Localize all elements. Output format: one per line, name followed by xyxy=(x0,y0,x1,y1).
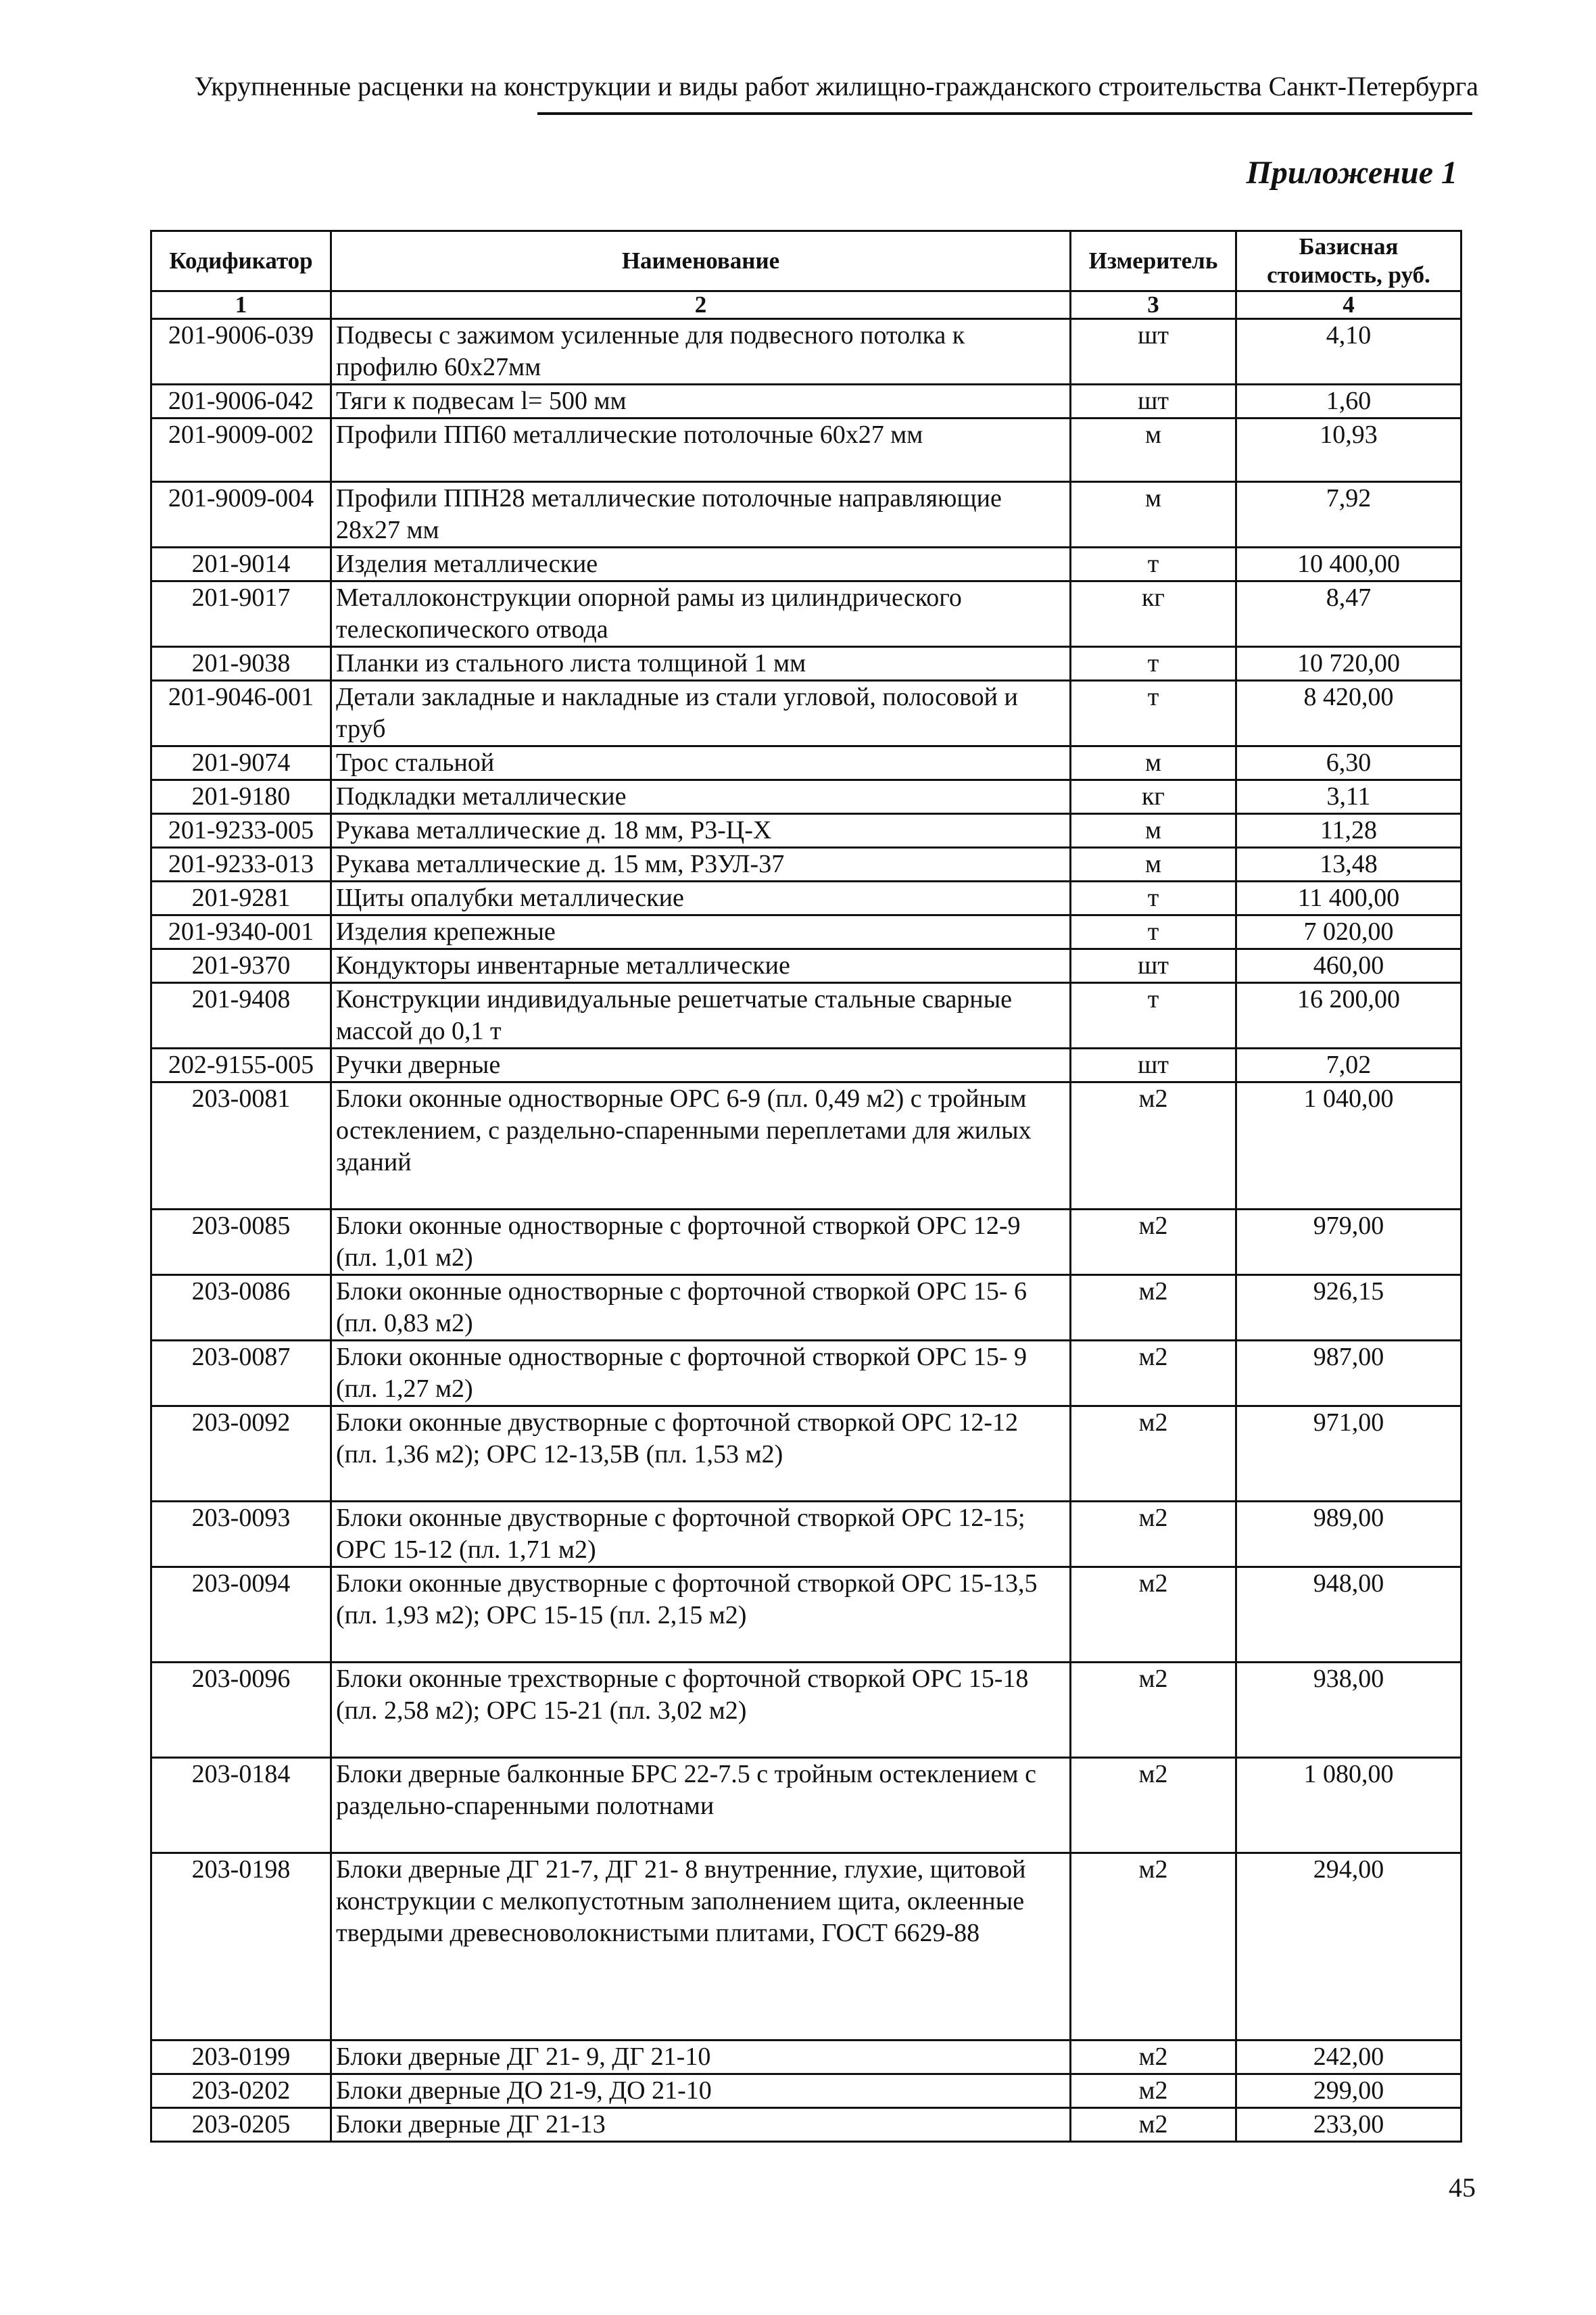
cell-code: 201-9370 xyxy=(151,949,331,983)
cell-code: 202-9155-005 xyxy=(151,1049,331,1082)
cell-price: 1,60 xyxy=(1236,385,1461,419)
cell-unit: м2 xyxy=(1071,1502,1236,1567)
cell-name: Блоки оконные одностворные с форточной створкой ОРС 12-9 (пл. 1,01 м2) xyxy=(331,1210,1071,1275)
price-table xyxy=(150,230,1462,2143)
cell-price: 7,02 xyxy=(1236,1049,1461,1082)
cell-price: 987,00 xyxy=(1236,1341,1461,1406)
cell-price: 7,92 xyxy=(1236,482,1461,548)
cell-unit: кг xyxy=(1071,581,1236,647)
cell-price: 1 040,00 xyxy=(1236,1082,1461,1210)
cell-price: 7 020,00 xyxy=(1236,915,1461,949)
cell-code: 201-9006-039 xyxy=(151,319,331,385)
cell-name: Конструкции индивидуальные решетчатые стальные сварные массой до 0,1 т xyxy=(331,983,1071,1049)
cell-unit: м2 xyxy=(1071,1082,1236,1210)
cell-name: Кондукторы инвентарные металлические xyxy=(331,949,1071,983)
table-row xyxy=(151,1406,1461,1502)
cell-name: Блоки оконные одностворные ОРС 6-9 (пл. 0,49 м2) с тройным остеклением, с раздельно-спаренными переплетами для жилых зданий xyxy=(331,1082,1071,1210)
cell-unit: т xyxy=(1071,983,1236,1049)
cell-unit: м2 xyxy=(1071,1853,1236,2040)
cell-code: 201-9046-001 xyxy=(151,681,331,746)
cell-unit: м2 xyxy=(1071,1341,1236,1406)
cell-price: 8 420,00 xyxy=(1236,681,1461,746)
cell-code: 201-9006-042 xyxy=(151,385,331,419)
table-row xyxy=(151,581,1461,647)
table-row xyxy=(151,1758,1461,1853)
cell-code: 203-0096 xyxy=(151,1663,331,1758)
column-header-name: Наименование xyxy=(331,231,1071,291)
cell-name: Изделия крепежные xyxy=(331,915,1071,949)
table-row xyxy=(151,482,1461,548)
cell-name: Изделия металлические xyxy=(331,548,1071,581)
cell-unit: м2 xyxy=(1071,2040,1236,2074)
cell-name: Профили ПП60 металлические потолочные 60х27 мм xyxy=(331,419,1071,482)
table-row xyxy=(151,2040,1461,2074)
cell-code: 203-0093 xyxy=(151,1502,331,1567)
table-row xyxy=(151,780,1461,814)
table-row xyxy=(151,1082,1461,1210)
cell-code: 201-9009-002 xyxy=(151,419,331,482)
cell-unit: шт xyxy=(1071,1049,1236,1082)
cell-price: 11,28 xyxy=(1236,814,1461,848)
cell-unit: т xyxy=(1071,548,1236,581)
cell-name: Металлоконструкции опорной рамы из цилиндрического телескопического отвода xyxy=(331,581,1071,647)
cell-name: Тяги к подвесам l= 500 мм xyxy=(331,385,1071,419)
table-row xyxy=(151,2074,1461,2108)
cell-name: Рукава металлические д. 15 мм, Р3УЛ-37 xyxy=(331,848,1071,882)
table-row xyxy=(151,1502,1461,1567)
cell-name: Блоки дверные ДО 21-9, ДО 21-10 xyxy=(331,2074,1071,2108)
cell-code: 203-0199 xyxy=(151,2040,331,2074)
cell-unit: м2 xyxy=(1071,1210,1236,1275)
cell-unit: м2 xyxy=(1071,1758,1236,1853)
cell-code: 201-9340-001 xyxy=(151,915,331,949)
table-row xyxy=(151,882,1461,915)
cell-unit: кг xyxy=(1071,780,1236,814)
table-row xyxy=(151,1853,1461,2040)
cell-code: 201-9014 xyxy=(151,548,331,581)
table-row xyxy=(151,1275,1461,1341)
cell-unit: т xyxy=(1071,882,1236,915)
table-header-row xyxy=(151,231,1461,291)
cell-code: 203-0087 xyxy=(151,1341,331,1406)
cell-name: Блоки оконные двустворные с форточной створкой ОРС 15-13,5 (пл. 1,93 м2); ОРС 15-15 (пл. 2,15 м2) xyxy=(331,1567,1071,1663)
cell-code: 203-0198 xyxy=(151,1853,331,2040)
table-row xyxy=(151,681,1461,746)
cell-price: 16 200,00 xyxy=(1236,983,1461,1049)
cell-unit: т xyxy=(1071,681,1236,746)
cell-name: Трос стальной xyxy=(331,746,1071,780)
cell-price: 938,00 xyxy=(1236,1663,1461,1758)
cell-price: 3,11 xyxy=(1236,780,1461,814)
column-header-unit: Измеритель xyxy=(1071,231,1236,291)
table-row xyxy=(151,848,1461,882)
cell-code: 201-9408 xyxy=(151,983,331,1049)
cell-price: 926,15 xyxy=(1236,1275,1461,1341)
appendix-label: Приложение 1 xyxy=(1246,155,1457,191)
column-number-3: 3 xyxy=(1071,291,1236,319)
cell-name: Блоки оконные одностворные с форточной створкой ОРС 15- 6 (пл. 0,83 м2) xyxy=(331,1275,1071,1341)
cell-unit: м2 xyxy=(1071,1567,1236,1663)
column-header-price: Базисная стоимость, руб. xyxy=(1236,231,1461,291)
cell-price: 13,48 xyxy=(1236,848,1461,882)
cell-code: 201-9233-005 xyxy=(151,814,331,848)
cell-name: Рукава металлические д. 18 мм, Р3-Ц-Х xyxy=(331,814,1071,848)
cell-price: 299,00 xyxy=(1236,2074,1461,2108)
column-number-1: 1 xyxy=(151,291,331,319)
cell-unit: шт xyxy=(1071,949,1236,983)
cell-code: 203-0086 xyxy=(151,1275,331,1341)
cell-unit: т xyxy=(1071,647,1236,681)
cell-code: 201-9017 xyxy=(151,581,331,647)
cell-code: 203-0202 xyxy=(151,2074,331,2108)
table-row xyxy=(151,419,1461,482)
column-number-4: 4 xyxy=(1236,291,1461,319)
column-number-row xyxy=(151,291,1461,319)
cell-price: 10 720,00 xyxy=(1236,647,1461,681)
cell-unit: м2 xyxy=(1071,2108,1236,2142)
cell-unit: м2 xyxy=(1071,2074,1236,2108)
cell-price: 948,00 xyxy=(1236,1567,1461,1663)
cell-code: 201-9038 xyxy=(151,647,331,681)
page-number: 45 xyxy=(1449,2172,1476,2203)
running-header: Укрупненные расценки на конструкции и виды работ жилищно-гражданского строительства Санкт-Петербурга xyxy=(194,71,1478,101)
cell-code: 201-9281 xyxy=(151,882,331,915)
cell-name: Подкладки металлические xyxy=(331,780,1071,814)
cell-price: 10,93 xyxy=(1236,419,1461,482)
cell-name: Планки из стального листа толщиной 1 мм xyxy=(331,647,1071,681)
cell-price: 1 080,00 xyxy=(1236,1758,1461,1853)
header-rule xyxy=(537,112,1472,115)
table-row xyxy=(151,1663,1461,1758)
cell-price: 971,00 xyxy=(1236,1406,1461,1502)
cell-name: Детали закладные и накладные из стали угловой, полосовой и труб xyxy=(331,681,1071,746)
cell-name: Блоки дверные ДГ 21-13 xyxy=(331,2108,1071,2142)
cell-price: 4,10 xyxy=(1236,319,1461,385)
cell-name: Подвесы с зажимом усиленные для подвесного потолка к профилю 60х27мм xyxy=(331,319,1071,385)
table-row xyxy=(151,1567,1461,1663)
cell-code: 203-0184 xyxy=(151,1758,331,1853)
cell-unit: шт xyxy=(1071,385,1236,419)
table-row xyxy=(151,983,1461,1049)
cell-name: Блоки оконные двустворные с форточной створкой ОРС 12-15; ОРС 15-12 (пл. 1,71 м2) xyxy=(331,1502,1071,1567)
cell-price: 460,00 xyxy=(1236,949,1461,983)
column-number-2: 2 xyxy=(331,291,1071,319)
cell-code: 203-0092 xyxy=(151,1406,331,1502)
cell-unit: м xyxy=(1071,848,1236,882)
table-row xyxy=(151,915,1461,949)
cell-name: Ручки дверные xyxy=(331,1049,1071,1082)
cell-unit: шт xyxy=(1071,319,1236,385)
cell-name: Блоки оконные одностворные с форточной створкой ОРС 15- 9 (пл. 1,27 м2) xyxy=(331,1341,1071,1406)
cell-code: 203-0085 xyxy=(151,1210,331,1275)
cell-name: Профили ППН28 металлические потолочные направляющие 28х27 мм xyxy=(331,482,1071,548)
cell-price: 242,00 xyxy=(1236,2040,1461,2074)
table-row xyxy=(151,814,1461,848)
table-body xyxy=(151,319,1461,2142)
cell-code: 201-9233-013 xyxy=(151,848,331,882)
cell-unit: м2 xyxy=(1071,1663,1236,1758)
cell-name: Блоки оконные двустворные с форточной створкой ОРС 12-12 (пл. 1,36 м2); ОРС 12-13,5В (пл. 1,53 м2) xyxy=(331,1406,1071,1502)
cell-unit: м xyxy=(1071,746,1236,780)
cell-name: Блоки дверные ДГ 21-7, ДГ 21- 8 внутренние, глухие, щитовой конструкции с мелкопустотным заполнением щита, оклеенные твердыми древесноволокнистыми плитами, ГОСТ 6629-88 xyxy=(331,1853,1071,2040)
cell-name: Блоки дверные ДГ 21- 9, ДГ 21-10 xyxy=(331,2040,1071,2074)
table-row xyxy=(151,319,1461,385)
cell-price: 6,30 xyxy=(1236,746,1461,780)
cell-code: 203-0205 xyxy=(151,2108,331,2142)
cell-price: 294,00 xyxy=(1236,1853,1461,2040)
cell-name: Блоки оконные трехстворные с форточной створкой ОРС 15-18 (пл. 2,58 м2); ОРС 15-21 (пл. 3,02 м2) xyxy=(331,1663,1071,1758)
cell-price: 8,47 xyxy=(1236,581,1461,647)
table-row xyxy=(151,2108,1461,2142)
cell-code: 203-0094 xyxy=(151,1567,331,1663)
cell-price: 989,00 xyxy=(1236,1502,1461,1567)
table-row xyxy=(151,385,1461,419)
table-row xyxy=(151,746,1461,780)
column-header-code: Кодификатор xyxy=(151,231,331,291)
cell-unit: м xyxy=(1071,419,1236,482)
cell-code: 201-9009-004 xyxy=(151,482,331,548)
cell-unit: м xyxy=(1071,814,1236,848)
cell-price: 979,00 xyxy=(1236,1210,1461,1275)
cell-code: 203-0081 xyxy=(151,1082,331,1210)
cell-unit: м2 xyxy=(1071,1275,1236,1341)
table-row xyxy=(151,548,1461,581)
cell-unit: м xyxy=(1071,482,1236,548)
table-row xyxy=(151,647,1461,681)
table-row xyxy=(151,949,1461,983)
cell-unit: т xyxy=(1071,915,1236,949)
cell-name: Блоки дверные балконные БРС 22-7.5 с тройным остеклением с раздельно-спаренными полотнами xyxy=(331,1758,1071,1853)
cell-name: Щиты опалубки металлические xyxy=(331,882,1071,915)
cell-price: 233,00 xyxy=(1236,2108,1461,2142)
cell-code: 201-9180 xyxy=(151,780,331,814)
table-row xyxy=(151,1341,1461,1406)
cell-price: 11 400,00 xyxy=(1236,882,1461,915)
cell-code: 201-9074 xyxy=(151,746,331,780)
table-row xyxy=(151,1049,1461,1082)
cell-unit: м2 xyxy=(1071,1406,1236,1502)
cell-price: 10 400,00 xyxy=(1236,548,1461,581)
table-row xyxy=(151,1210,1461,1275)
